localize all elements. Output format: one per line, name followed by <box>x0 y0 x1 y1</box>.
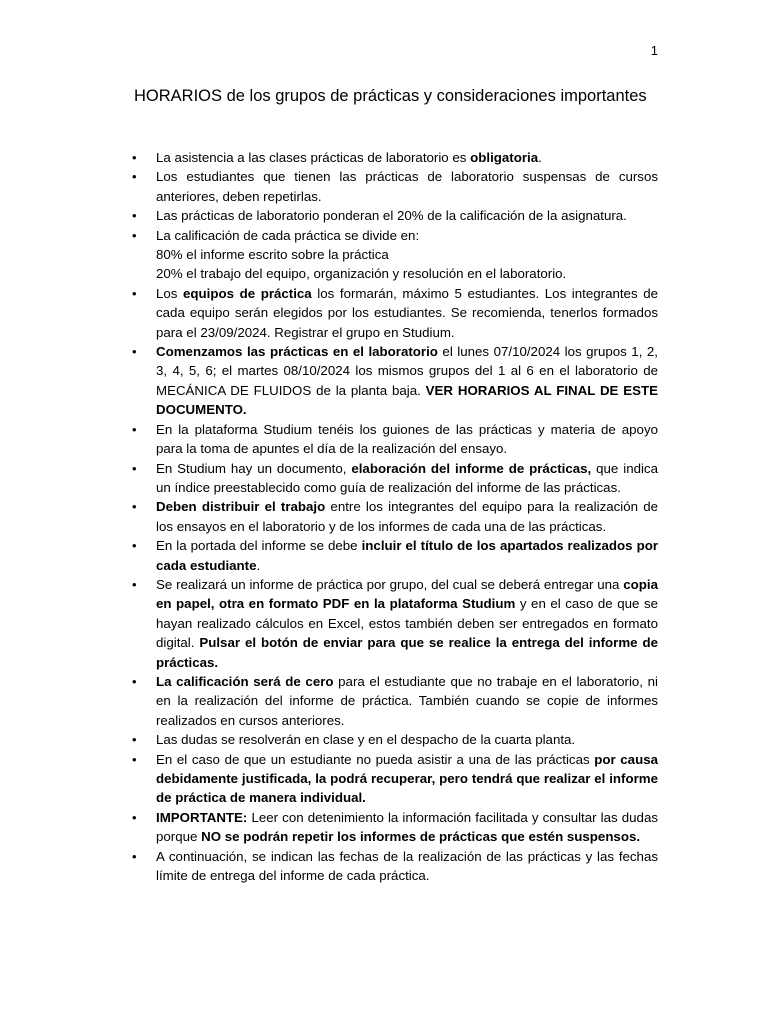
bold-text: La calificación será de cero <box>156 673 334 689</box>
text-segment: En el caso de que un estudiante no pueda asistir a una de las prácticas <box>156 751 595 767</box>
bullet-item <box>132 672 658 730</box>
text-segment: En la plataforma Studium tenéis los guiones de las prácticas y materia de apoyo para la toma de apuntes el día de la realización del ensayo. <box>156 421 658 457</box>
bullet-item <box>132 536 658 575</box>
bold-text: obligatoria <box>470 150 539 165</box>
text-segment: y en el caso de que se hayan realizado cálculos en Excel, estos también deben ser entregados en formato digital. <box>156 596 658 651</box>
text-segment: que indica un índice preestablecido como guía de realización del informe de las prácticas. <box>156 460 658 495</box>
bullet-item <box>132 284 658 342</box>
text-segment: . <box>538 150 542 165</box>
text-segment: La asistencia a las clases prácticas de laboratorio es <box>156 150 471 165</box>
text-segment: Las prácticas de laboratorio ponderan el 20% de la calificación de la asignatura. <box>156 208 627 224</box>
bold-text: NO se podrán repetir los informes de prácticas que estén suspensos. <box>201 829 641 845</box>
text-segment: La calificación de cada práctica se divide en: <box>156 227 420 243</box>
bold-text: por causa debidamente justificada, la podrá recuperar, pero tendrá que realizar el informe de práctica de manera individual. <box>156 751 658 806</box>
text-segment: Se realizará un informe de práctica por grupo, del cual se deberá entregar una <box>156 576 624 592</box>
bullet-item <box>132 575 658 672</box>
bullet-item <box>132 847 658 886</box>
bullet-item <box>132 750 658 808</box>
bullet-subline: 20% el trabajo del equipo, organización y resolución en el laboratorio. <box>156 266 567 282</box>
text-segment: para el estudiante que no trabaje en el laboratorio, ni en la realización del informe de práctica. También cuando se copie de informes realizados en cursos anteriores. <box>156 673 658 728</box>
bullet-item <box>132 226 658 284</box>
bold-text: Deben distribuir el trabajo <box>156 499 326 515</box>
text-segment: Las dudas se resolverán en clase y en el despacho de la cuarta planta. <box>156 732 576 748</box>
text-segment: el lunes 07/10/2024 los grupos 1, 2, 3, 4, 5, 6; el martes 08/10/2024 los mismos grupos del 1 al 6 en el laboratorio de MECÁNICA DE FLUIDOS de la planta baja. <box>156 344 658 398</box>
bullet-item <box>132 420 658 459</box>
bullet-item <box>132 730 658 749</box>
bold-text: IMPORTANTE: <box>156 809 248 825</box>
bullet-item <box>132 459 658 498</box>
text-segment: Los <box>156 285 184 301</box>
bullet-item <box>132 808 658 847</box>
page-number: 1 <box>650 43 658 58</box>
bold-text: copia en papel, otra en formato PDF en la plataforma Studium <box>156 576 658 612</box>
text-segment: Leer con detenimiento la información facilitada y consultar las dudas porque <box>156 809 658 845</box>
bullet-list <box>132 148 658 885</box>
text-segment: En Studium hay un documento, <box>156 460 352 476</box>
text-segment: entre los integrantes del equipo para la realización de los ensayos en el laboratorio y de los informes de cada una de las prácticas. <box>156 499 659 534</box>
bullet-subline: 80% el informe escrito sobre la práctica <box>156 247 389 263</box>
text-segment: A continuación, se indican las fechas de la realización de las prácticas y las fechas límite de entrega del informe de cada práctica. <box>156 848 658 884</box>
bold-text: Pulsar el botón de enviar para que se realice la entrega del informe de prácticas. <box>156 635 658 670</box>
text-segment: Los estudiantes que tienen las prácticas de laboratorio suspensas de cursos anteriores, deben repetirlas. <box>156 169 658 204</box>
bold-text: incluir el título de los apartados realizados por cada estudiante <box>156 538 659 573</box>
bullet-item <box>132 206 658 225</box>
bullet-item <box>132 167 658 206</box>
bold-text: VER HORARIOS AL FINAL DE ESTE DOCUMENTO. <box>156 382 658 418</box>
text-segment: En la portada del informe se debe <box>156 538 362 554</box>
bullet-item <box>132 497 658 536</box>
bullet-item <box>132 342 658 420</box>
bold-text: equipos de práctica <box>183 285 312 301</box>
bullet-item <box>132 148 658 167</box>
bold-text: Comenzamos las prácticas en el laboratorio <box>156 344 438 360</box>
text-segment: los formarán, máximo 5 estudiantes. Los integrantes de cada equipo serán elegidos por los estudiantes. Se recomienda, tenerlos formados para el 23/09/2024. Registrar el grupo en Studium. <box>156 285 658 340</box>
document-title: HORARIOS de los grupos de prácticas y consideraciones importantes <box>134 87 647 105</box>
bold-text: elaboración del informe de prácticas, <box>351 460 592 476</box>
text-segment: . <box>256 557 261 573</box>
